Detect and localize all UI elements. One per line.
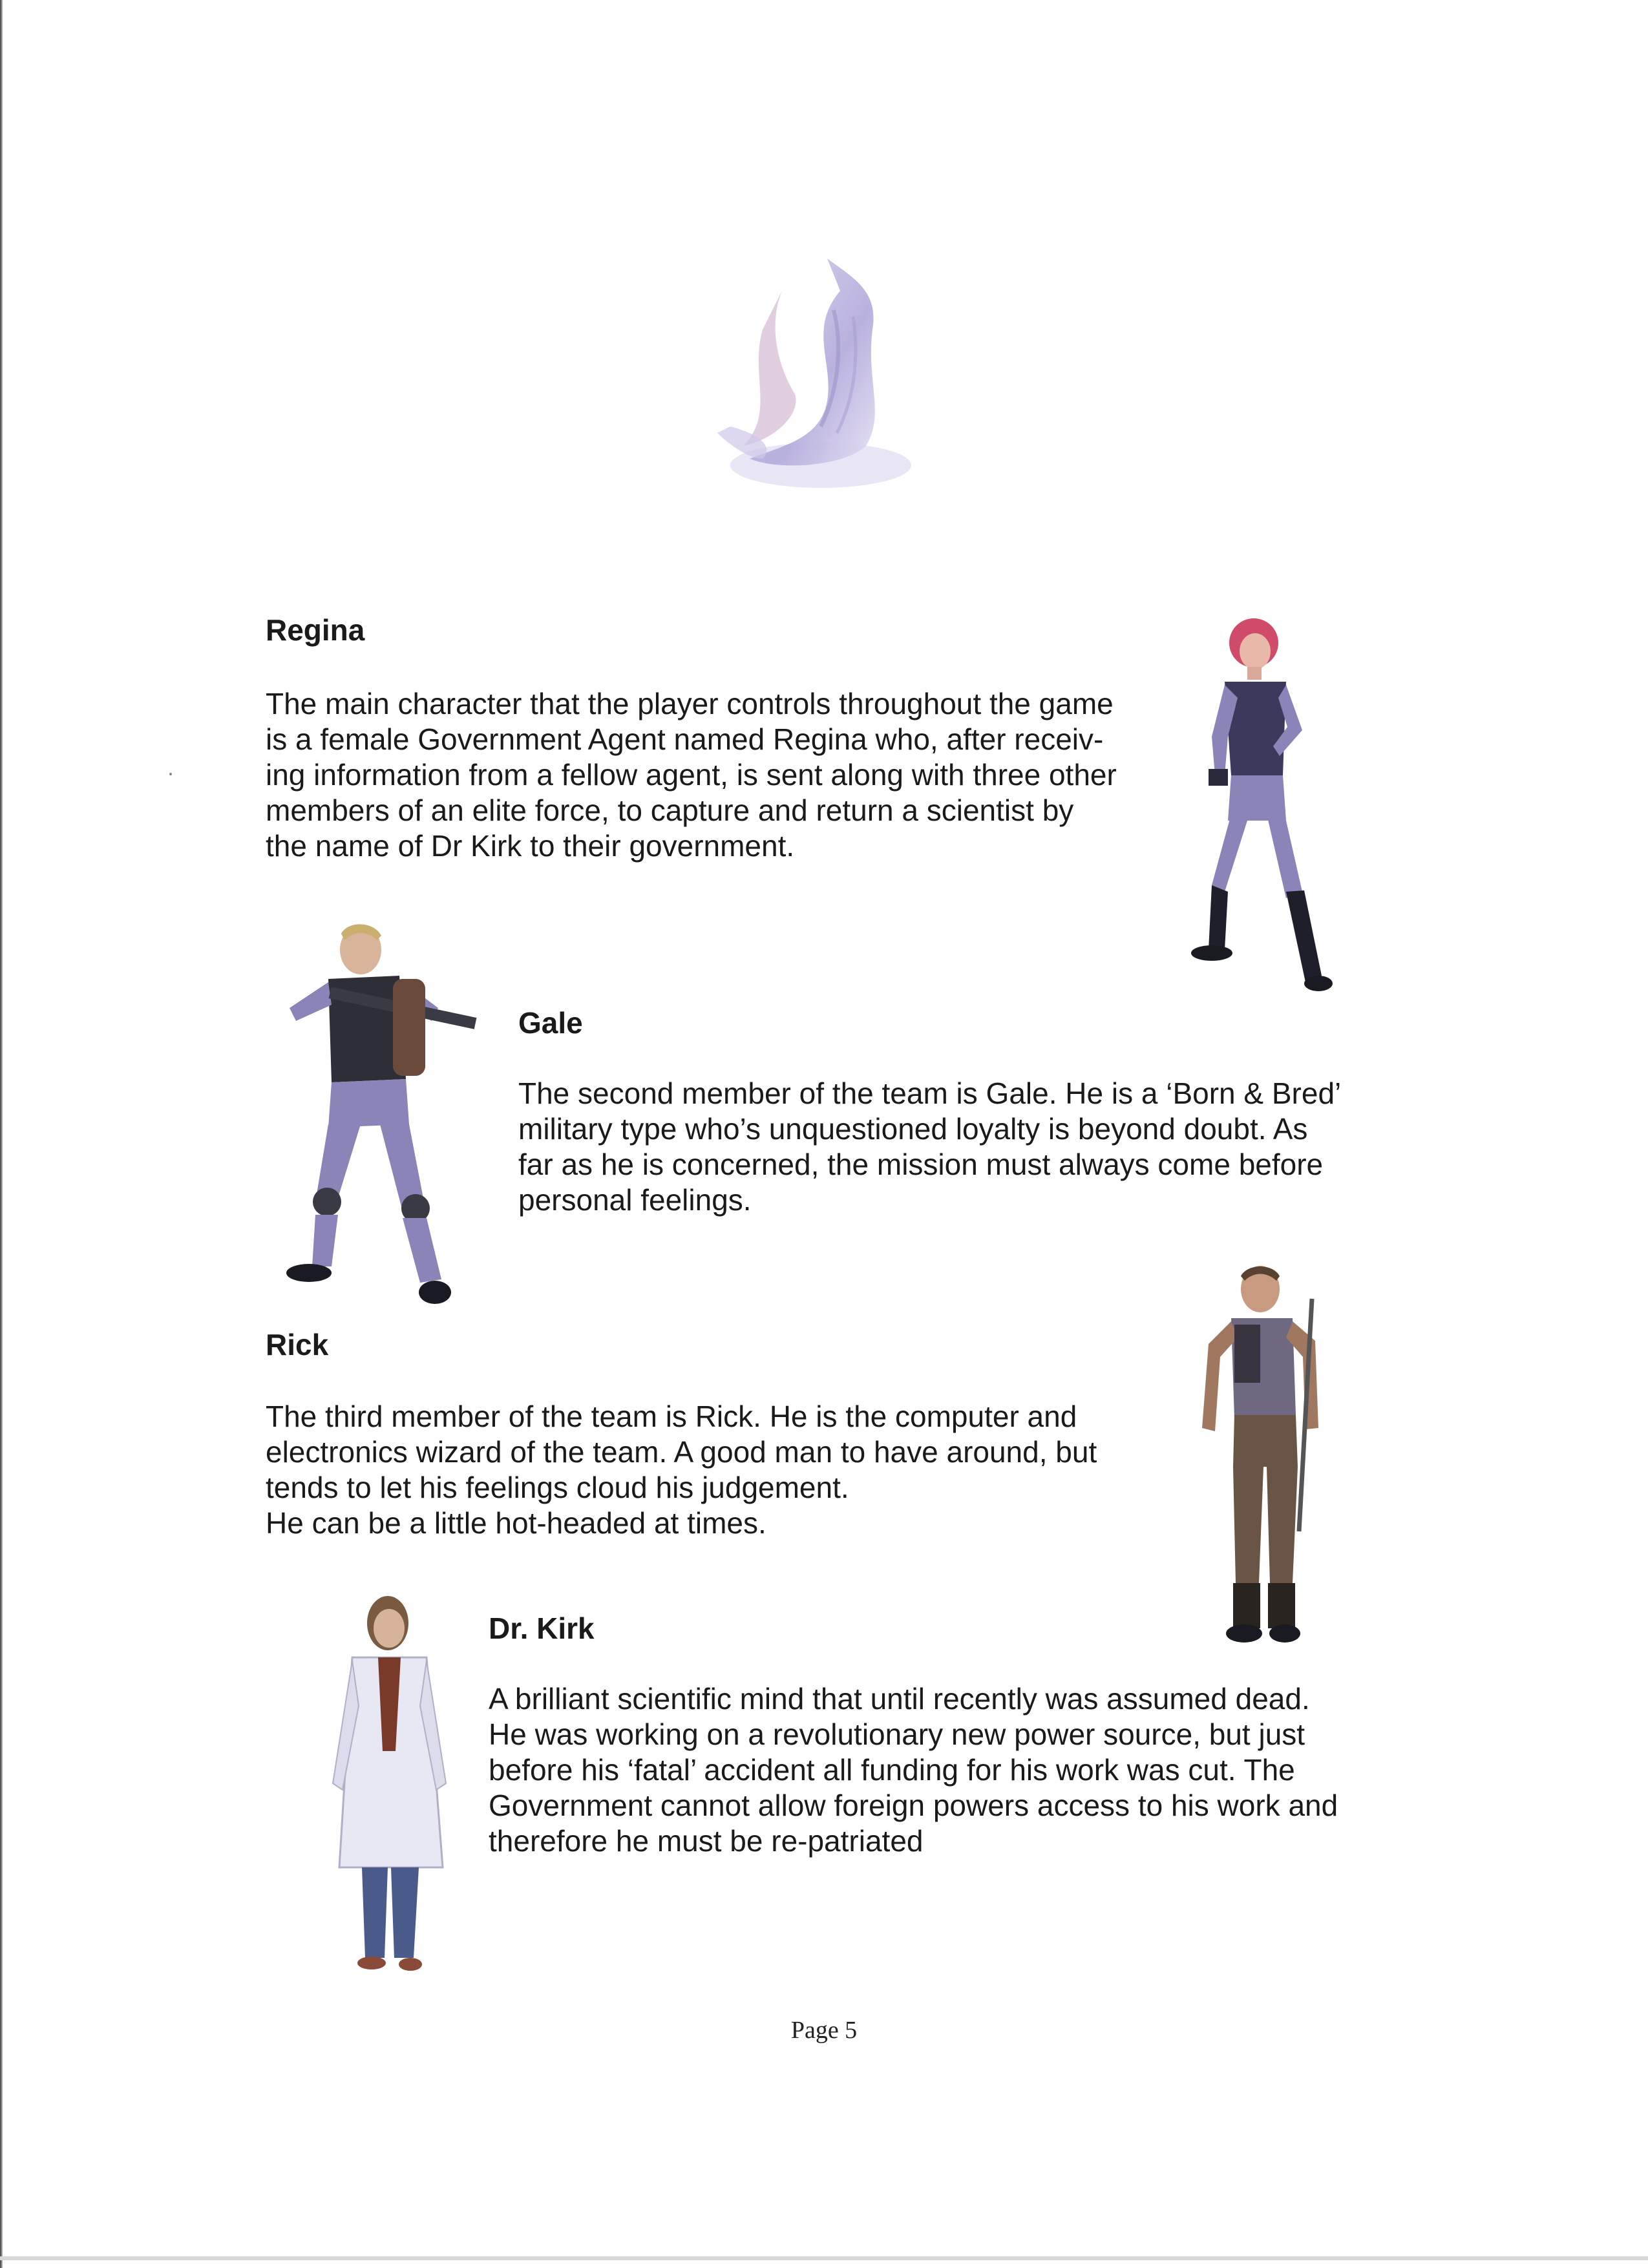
character-description-regina: The main character that the player controls throughout the game is a female Government Agent named Regina who, after receiv- ing information from a fellow agent, is sent along with three other members of an elite force, to capture and return a scientist by the name of Dr Kirk to their government. — [266, 687, 1117, 863]
page-number: Page 5 — [790, 2017, 858, 2044]
page-left-edge — [0, 0, 3, 2268]
page-bottom-edge — [0, 2256, 1648, 2260]
character-heading-rick: Rick — [266, 1328, 329, 1361]
character-description-rick: The third member of the team is Rick. He is the computer and electronics wizard of the team. A good man to have around, but tends to let his feelings cloud his judgement. He can be a little hot-headed at times. — [266, 1400, 1097, 1540]
logo-claw-left — [743, 291, 796, 446]
character-heading-dr-kirk: Dr. Kirk — [489, 1612, 595, 1645]
character-description-dr-kirk: A brilliant scientific mind that until recently was assumed dead. He was working on a revolutionary new power source, but just before his ‘fatal’ accident all funding for his work was cut. The Government cannot allow foreign powers access to his work and therefore he must be re-patriated — [489, 1682, 1338, 1858]
dr-kirk-figure — [323, 1590, 459, 1984]
regina-figure — [1189, 614, 1357, 1002]
character-heading-regina: Regina — [266, 613, 365, 647]
scan-speck — [169, 773, 172, 775]
character-heading-gale: Gale — [518, 1006, 583, 1040]
character-description-gale: The second member of the team is Gale. He is a ‘Born & Bred’ military type who’s unquestioned loyalty is beyond doubt. As far as he is concerned, the mission must always come before personal feelings. — [518, 1076, 1342, 1217]
gale-figure — [270, 918, 496, 1312]
claw-logo — [704, 252, 937, 498]
rick-figure — [1189, 1260, 1338, 1654]
